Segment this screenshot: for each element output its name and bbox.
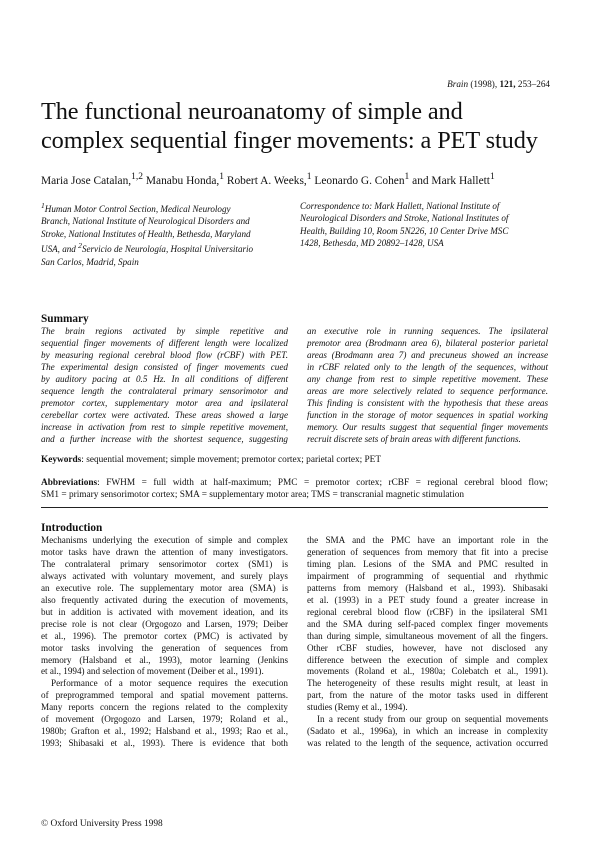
text-line: precise role is not clear (Orgogozo and Larsen, 1979; Deiber <box>41 618 288 629</box>
affiliation-line: Human Motor Control Section, Medical Neurology <box>44 204 231 215</box>
keywords <box>41 455 556 465</box>
author-affiliation-mark: 1,2 <box>131 172 144 182</box>
text-line: et al. (1993) in a PET study found a greater increase in <box>307 594 548 605</box>
text-line: memory (Halsband et al., 1993), motor learning (Jenkins <box>41 654 288 665</box>
text-line: increase in activation from rest to simple repetitive movement, <box>41 421 288 432</box>
text-line: et al., 1996). The premotor cortex (PMC) is activated by <box>41 630 288 641</box>
text-line: in rCBF related only to the length of the sequences, without <box>307 361 548 372</box>
text-line: an executive role. The supplementary motor area (SMA) is <box>41 582 288 593</box>
text-line: of preprogrammed temporal and spatial movement patterns. <box>41 690 288 701</box>
text-line: The experimental design consisted of finger movements cued <box>41 361 288 372</box>
journal-name: Brain <box>447 79 469 89</box>
author-affiliation-mark: 1 <box>404 172 410 182</box>
text-line: recruit discrete sets of brain areas with different functions. <box>307 433 521 444</box>
text-line: This finding is consistent with the hypothesis that these areas <box>307 397 548 408</box>
text-line: motor tasks have drawn the attention of many investigators. <box>41 546 288 557</box>
text-line: and the SMA during self-paced complex finger movements <box>307 618 548 629</box>
author-name: Robert A. Weeks, <box>226 174 307 187</box>
affiliation-line: USA, and <box>41 244 76 255</box>
text-line: sequential finger movements of different length were localized <box>41 337 288 348</box>
author-affiliation-mark: 1 <box>219 172 225 182</box>
text-line: memory. Our results suggest that sequential finger movements <box>307 421 548 432</box>
text-line: but in addition is activated with movement ideation, and its <box>41 606 288 617</box>
text-line: cerebellar cortex were activated. These areas showed a large <box>41 409 288 420</box>
abbreviations <box>41 477 548 501</box>
author-affiliation-mark: 1 <box>489 172 495 182</box>
text-line: premotor cortex, supplementary motor area and ipsilateral <box>41 397 288 408</box>
author-list <box>41 172 556 187</box>
affiliation-mark: 2 <box>78 241 82 251</box>
text-line: The brain regions activated by simple repetitive and <box>41 326 288 336</box>
correspondence-line: 1428, Bethesda, MD 20892–1428, USA <box>300 238 444 249</box>
text-line: studies (Remy et al., 1994). <box>307 702 408 713</box>
journal-citation <box>380 79 550 89</box>
summary-left-column <box>41 326 288 446</box>
introduction-left-column <box>41 535 288 750</box>
text-line: was related to the length of the sequence, activation occurred <box>307 738 548 749</box>
text-line: by measuring regional cerebral blood flow (rCBF) with PET. <box>41 349 288 360</box>
summary-heading: Summary <box>41 313 89 325</box>
author-name: Leonardo G. Cohen <box>314 174 405 187</box>
text-line: areas are more selectively related to sequence performance. <box>307 385 548 396</box>
affiliation-line: San Carlos, Madrid, Spain <box>41 256 139 267</box>
text-line: timing plan. Lesions of the SMA and PMC resulted in <box>307 558 548 569</box>
journal-pages: 253–264 <box>517 79 550 89</box>
section-divider <box>41 507 548 508</box>
journal-year: (1998), <box>470 79 498 89</box>
text-line: 1980b; Grafton et al., 1992; Halsband et al., 1993; Rao et al., <box>41 726 288 737</box>
text-line: In a recent study from our group on sequential movements <box>317 714 548 725</box>
keywords-label: Keywords <box>41 455 82 465</box>
text-line: also frequently activated during the execution of movements, <box>41 594 288 605</box>
text-line: part, from the nature of the motor tasks used in different <box>307 690 548 701</box>
summary-right-column <box>307 326 548 446</box>
text-line: (Sadato et al., 1996a), in which an increase in complexity <box>307 726 548 737</box>
correspondence-line: Correspondence to: Mark Hallett, National Institute of <box>300 201 500 211</box>
abbreviations-text: : FWHM = full width at half-maximum; PMC = premotor cortex; rCBF = regional cerebral blood flow; <box>97 478 548 488</box>
text-line: and a further increase with the shortest sequence, suggesting <box>41 433 288 444</box>
text-line: Other rCBF studies, however, have not disclosed any <box>307 642 548 653</box>
text-line: sequence length the contralateral primary sensorimotor and <box>41 385 288 396</box>
text-line: areas (Brodmann area 7) and precuneus showed an increase <box>307 349 548 360</box>
text-line: Mechanisms underlying the execution of simple and complex <box>41 535 288 545</box>
affiliation-mark: 1 <box>41 201 45 210</box>
abbreviations-text: SM1 = primary sensorimotor cortex; SMA = supplementary motor area; TMS = transcranial magnetic stimulation <box>41 490 464 501</box>
text-line: any change from rest to simple repetitive movement. These <box>307 373 548 384</box>
correspondence-line: Health, Building 10, Room 5N226, 10 Center Drive MSC <box>300 225 509 236</box>
text-line: regional cerebral blood flow (rCBF) in the ipsilateral SM1 <box>307 606 548 617</box>
text-line: the SMA and the PMC have an important role in the <box>307 535 548 545</box>
copyright-notice: © Oxford University Press 1998 <box>41 819 163 829</box>
author-name: Maria Jose Catalan, <box>41 174 132 187</box>
author-affiliation-mark: 1 <box>306 172 312 182</box>
correspondence-line: Neurological Disorders and Stroke, National Institutes of <box>300 213 509 224</box>
text-line: The contralateral primary sensorimotor cortex (SM1) is <box>41 558 288 569</box>
paper-title <box>41 97 556 155</box>
text-line: of movement (Orgogozo and Larsen, 1979; Roland et al., <box>41 714 288 725</box>
correspondence-address <box>300 200 548 250</box>
text-line: 1993; Shibasaki et al., 1993). There is evidence that both <box>41 738 288 749</box>
text-line: difference between the execution of simple and complex <box>307 654 548 665</box>
text-line: an executive role in running sequences. The ipsilateral <box>307 326 548 336</box>
text-line: et al., 1994) and selection of movement (Deiber et al., 1991). <box>41 666 264 677</box>
text-line: premotor area (Brodmann area 6), bilateral posterior parietal <box>307 337 548 348</box>
author-name: Manabu Honda, <box>145 174 220 187</box>
text-line: than during simple, simultaneous movement of all the fingers. <box>307 630 548 641</box>
text-line: The heterogeneity of these results might result, at least in <box>307 678 548 689</box>
title-line: complex sequential finger movements: a PET study <box>41 127 538 154</box>
text-line: impairment of programming of sequential and rhythmic <box>307 570 548 581</box>
text-line: Many reports concern the regions related to the complexity <box>41 702 288 713</box>
author-name: and Mark Hallett <box>412 174 490 187</box>
keywords-text: : sequential movement; simple movement; premotor cortex; parietal cortex; PET <box>81 455 382 465</box>
text-line: generation of sequences from memory that fit into a precise <box>307 546 548 557</box>
text-line: function in the storage of motor sequences in spatial working <box>307 409 548 420</box>
text-line: by auditory pacing at 0.5 Hz. In all conditions of different <box>41 373 288 384</box>
introduction-right-column <box>307 535 548 750</box>
text-line: patterns from memory (Halsband et al., 1993). Shibasaki <box>307 582 548 593</box>
text-line: motor tasks involving the generation of sequences from <box>41 642 288 653</box>
abbreviations-label: Abbreviations <box>41 478 98 488</box>
affiliation-line: Stroke, National Institutes of Health, Bethesda, Maryland <box>41 228 251 239</box>
text-line: always activated with voluntary movement, and surely plays <box>41 570 288 581</box>
title-line: The functional neuroanatomy of simple and <box>41 98 463 125</box>
text-line: movements (Roland et al., 1980a; Colebatch et al., 1991). <box>307 666 548 677</box>
journal-volume: 121, <box>499 79 516 89</box>
affiliation-line: Branch, National Institute of Neurological Disorders and <box>41 216 250 227</box>
affiliation-line: Servicio de Neurología, Hospital Universitario <box>81 244 254 255</box>
text-line: Performance of a motor sequence requires the execution <box>51 678 288 689</box>
affiliations <box>41 200 283 268</box>
introduction-heading: Introduction <box>41 522 103 534</box>
